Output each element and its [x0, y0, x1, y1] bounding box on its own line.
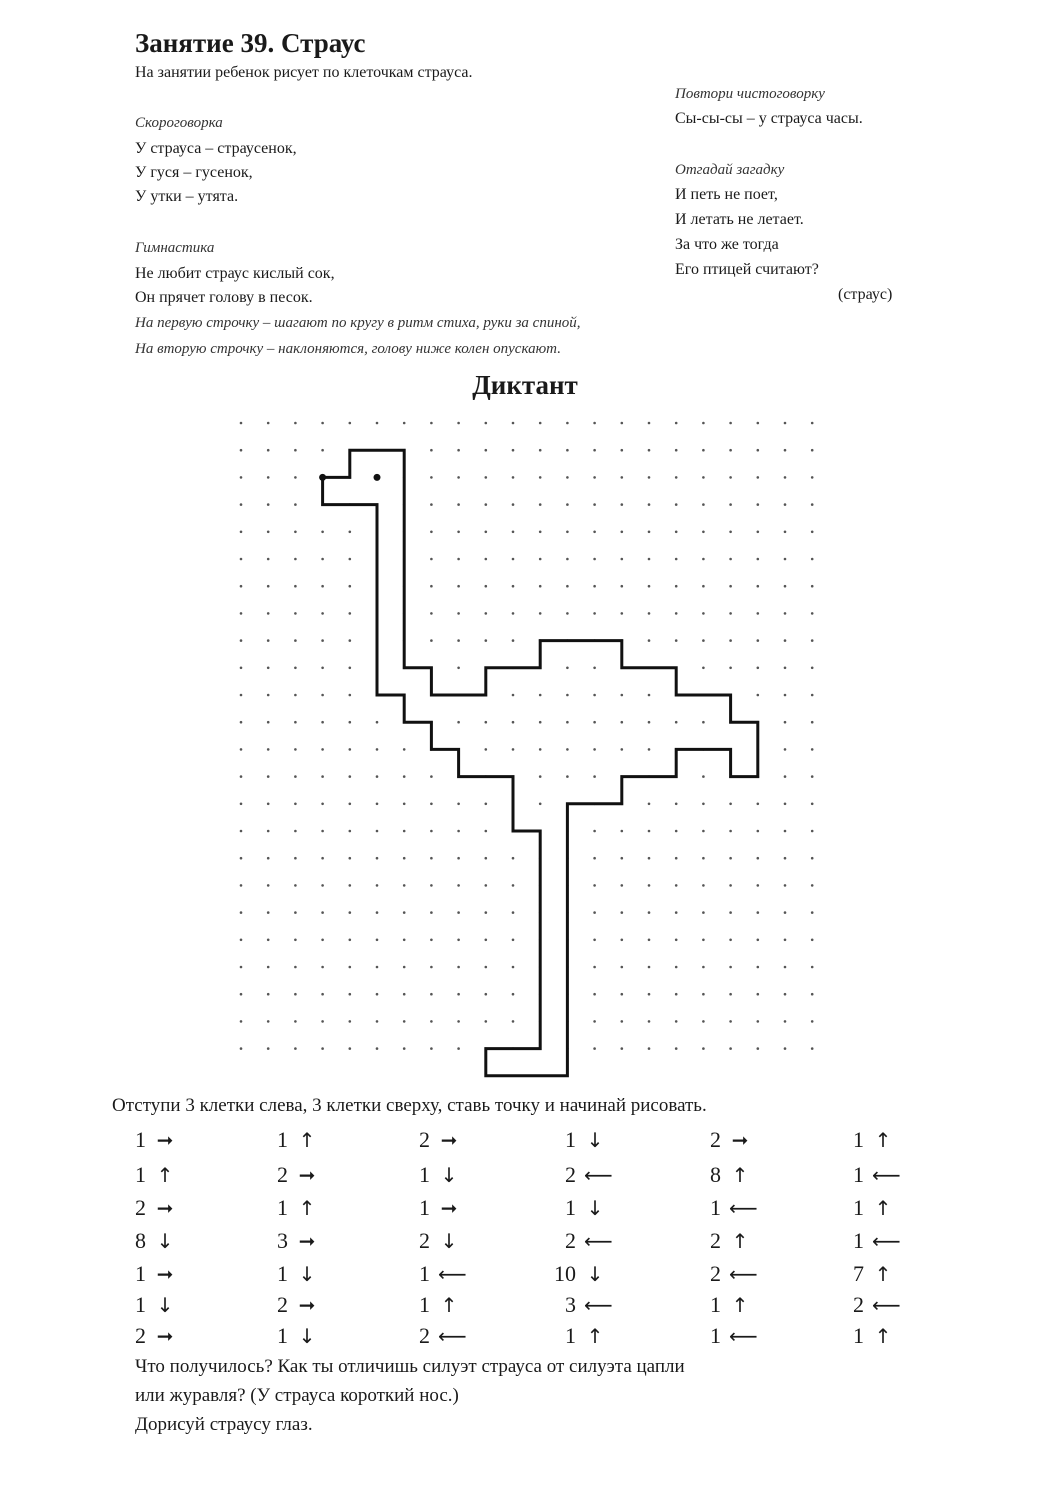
command-steps: 1 — [419, 1261, 430, 1286]
dictation-heading: Диктант — [472, 370, 578, 400]
arrow-down-icon: ↓ — [440, 1229, 458, 1253]
dictation-command — [252, 1126, 318, 1154]
dictation-command — [685, 1322, 758, 1350]
arrow-up-icon: ↑ — [298, 1128, 316, 1152]
arrow-down-icon: ↓ — [586, 1196, 604, 1220]
arrow-right-icon: ➞ — [440, 1196, 458, 1220]
grid-dots — [240, 422, 814, 1050]
dictation-command — [685, 1126, 751, 1154]
dictation-command — [110, 1126, 176, 1154]
arrow-right-icon: ➞ — [440, 1128, 458, 1152]
tongue-twister-line: У страуса – страусенок, — [135, 140, 297, 157]
command-steps: 2 — [565, 1162, 576, 1187]
tongue-twister-heading: Скороговорка — [135, 115, 223, 131]
dictation-command — [394, 1194, 460, 1222]
dictation-command — [252, 1161, 318, 1189]
dictation-command — [828, 1194, 894, 1222]
dictation-command — [540, 1322, 606, 1350]
command-steps: 3 — [277, 1228, 288, 1253]
command-steps: 2 — [710, 1127, 721, 1152]
arrow-right-icon: ➞ — [298, 1163, 316, 1187]
command-steps: 8 — [135, 1228, 146, 1253]
arrow-up-icon: ↑ — [440, 1293, 458, 1317]
dictation-command — [252, 1227, 318, 1255]
command-steps: 2 — [853, 1292, 864, 1317]
command-steps: 2 — [419, 1127, 430, 1152]
dictation-command — [540, 1227, 613, 1255]
command-steps: 2 — [419, 1323, 430, 1348]
command-steps: 1 — [853, 1162, 864, 1187]
command-steps: 1 — [853, 1323, 864, 1348]
dictation-command — [828, 1227, 901, 1255]
question-line: или журавля? (У страуса короткий нос.) — [135, 1385, 459, 1406]
tongue-twister-line: У утки – утята. — [135, 188, 239, 205]
start-point — [319, 474, 326, 481]
arrow-left-icon: ⟵ — [438, 1262, 467, 1286]
dictation-command — [685, 1291, 751, 1319]
riddle-line: Его птицей считают? — [675, 261, 819, 278]
ostrich-outline — [323, 450, 758, 1076]
command-steps: 3 — [565, 1292, 576, 1317]
arrow-left-icon: ⟵ — [729, 1324, 758, 1348]
arrow-left-icon: ⟵ — [584, 1229, 613, 1253]
arrow-right-icon: ➞ — [156, 1196, 174, 1220]
lesson-title: Занятие 39. Страус — [135, 28, 366, 58]
dictation-command — [685, 1161, 751, 1189]
command-steps: 1 — [710, 1292, 721, 1317]
arrow-down-icon: ↓ — [586, 1128, 604, 1152]
command-steps: 2 — [277, 1162, 288, 1187]
command-steps: 10 — [554, 1261, 576, 1286]
command-steps: 2 — [135, 1195, 146, 1220]
gymnastics-heading: Гимнастика — [135, 240, 215, 256]
arrow-up-icon: ↑ — [731, 1229, 749, 1253]
question-line: Что получилось? Как ты отличишь силуэт страуса от силуэта цапли — [135, 1356, 685, 1377]
command-steps: 8 — [710, 1162, 721, 1187]
dictation-command — [828, 1291, 901, 1319]
dictation-command — [394, 1322, 467, 1350]
arrow-up-icon: ↑ — [298, 1196, 316, 1220]
arrow-up-icon: ↑ — [874, 1128, 892, 1152]
command-steps: 1 — [710, 1323, 721, 1348]
arrow-right-icon: ➞ — [156, 1128, 174, 1152]
dictation-command — [110, 1291, 176, 1319]
dictation-command — [110, 1161, 176, 1189]
arrow-right-icon: ➞ — [156, 1324, 174, 1348]
arrow-left-icon: ⟵ — [872, 1229, 901, 1253]
command-steps: 2 — [277, 1292, 288, 1317]
dictation-command — [540, 1161, 613, 1189]
dictation-command — [110, 1260, 176, 1288]
tongue-twister-line: У гуся – гусенок, — [135, 164, 253, 181]
dictation-instruction: Отступи 3 клетки слева, 3 клетки сверху, ставь точку и начинай рисовать. — [112, 1095, 707, 1116]
arrow-left-icon: ⟵ — [584, 1163, 613, 1187]
arrow-left-icon: ⟵ — [872, 1293, 901, 1317]
command-steps: 1 — [419, 1195, 430, 1220]
command-steps: 1 — [277, 1323, 288, 1348]
arrow-right-icon: ➞ — [156, 1262, 174, 1286]
command-steps: 2 — [710, 1228, 721, 1253]
dictation-command — [394, 1126, 460, 1154]
patter-line: Сы-сы-сы – у страуса часы. — [675, 110, 863, 127]
arrow-right-icon: ➞ — [731, 1128, 749, 1152]
gymnastics-line: Он прячет голову в песок. — [135, 289, 313, 306]
command-steps: 2 — [135, 1323, 146, 1348]
dictation-command — [540, 1126, 606, 1154]
command-steps: 1 — [135, 1162, 146, 1187]
command-steps: 7 — [853, 1261, 864, 1286]
riddle-line: За что же тогда — [675, 236, 779, 253]
dictation-command — [110, 1322, 176, 1350]
dictation-command — [828, 1322, 894, 1350]
dictation-command — [540, 1291, 613, 1319]
command-steps: 1 — [853, 1228, 864, 1253]
command-steps: 2 — [565, 1228, 576, 1253]
gymnastics-note: На вторую строчку – наклоняются, голову ниже колен опускают. — [135, 341, 561, 357]
command-steps: 1 — [710, 1195, 721, 1220]
dictation-command — [394, 1161, 460, 1189]
arrow-up-icon: ↑ — [874, 1196, 892, 1220]
dictation-command — [828, 1260, 894, 1288]
dictation-command — [110, 1227, 176, 1255]
command-steps: 1 — [277, 1261, 288, 1286]
dictation-command — [252, 1291, 318, 1319]
dictation-command — [252, 1322, 318, 1350]
command-steps: 1 — [135, 1127, 146, 1152]
dictation-command — [540, 1260, 606, 1288]
arrow-up-icon: ↑ — [586, 1324, 604, 1348]
dictation-command — [394, 1260, 467, 1288]
dictation-command — [828, 1161, 901, 1189]
command-steps: 1 — [419, 1162, 430, 1187]
arrow-right-icon: ➞ — [298, 1293, 316, 1317]
dictation-command — [685, 1194, 758, 1222]
command-steps: 1 — [277, 1195, 288, 1220]
command-steps: 1 — [277, 1127, 288, 1152]
arrow-down-icon: ↓ — [298, 1262, 316, 1286]
command-steps: 2 — [710, 1261, 721, 1286]
arrow-down-icon: ↓ — [298, 1324, 316, 1348]
arrow-left-icon: ⟵ — [872, 1163, 901, 1187]
arrow-left-icon: ⟵ — [438, 1324, 467, 1348]
arrow-right-icon: ➞ — [298, 1229, 316, 1253]
riddle-heading: Отгадай загадку — [675, 162, 785, 178]
patter-heading: Повтори чистоговорку — [675, 86, 825, 102]
command-steps: 1 — [419, 1292, 430, 1317]
arrow-down-icon: ↓ — [156, 1229, 174, 1253]
arrow-up-icon: ↑ — [731, 1293, 749, 1317]
dictation-command — [685, 1227, 751, 1255]
command-steps: 1 — [853, 1127, 864, 1152]
arrow-up-icon: ↑ — [156, 1163, 174, 1187]
gymnastics-note: На первую строчку – шагают по кругу в ритм стиха, руки за спиной, — [135, 315, 581, 331]
command-steps: 1 — [565, 1127, 576, 1152]
dictation-command — [685, 1260, 758, 1288]
gymnastics-line: Не любит страус кислый сок, — [135, 265, 335, 282]
command-steps: 1 — [135, 1261, 146, 1286]
arrow-up-icon: ↑ — [874, 1262, 892, 1286]
command-steps: 1 — [853, 1195, 864, 1220]
intro-text: На занятии ребенок рисует по клеточкам страуса. — [135, 64, 473, 81]
arrow-down-icon: ↓ — [440, 1163, 458, 1187]
arrow-up-icon: ↑ — [731, 1163, 749, 1187]
dictation-command — [828, 1126, 894, 1154]
dictation-command — [252, 1260, 318, 1288]
question-line: Дорисуй страусу глаз. — [135, 1414, 313, 1435]
dictation-command — [394, 1291, 460, 1319]
arrow-left-icon: ⟵ — [729, 1196, 758, 1220]
riddle-line: И петь не поет, — [675, 186, 778, 203]
ostrich-eye — [374, 474, 381, 481]
riddle-line: И летать не летает. — [675, 211, 804, 228]
dictation-command — [252, 1194, 318, 1222]
arrow-up-icon: ↑ — [874, 1324, 892, 1348]
command-steps: 2 — [419, 1228, 430, 1253]
dictation-command — [110, 1194, 176, 1222]
dictation-command — [394, 1227, 460, 1255]
arrow-down-icon: ↓ — [586, 1262, 604, 1286]
arrow-left-icon: ⟵ — [584, 1293, 613, 1317]
command-steps: 1 — [565, 1195, 576, 1220]
command-steps: 1 — [135, 1292, 146, 1317]
dictation-command — [540, 1194, 606, 1222]
arrow-down-icon: ↓ — [156, 1293, 174, 1317]
riddle-answer: (страус) — [838, 286, 893, 303]
command-steps: 1 — [565, 1323, 576, 1348]
arrow-left-icon: ⟵ — [729, 1262, 758, 1286]
